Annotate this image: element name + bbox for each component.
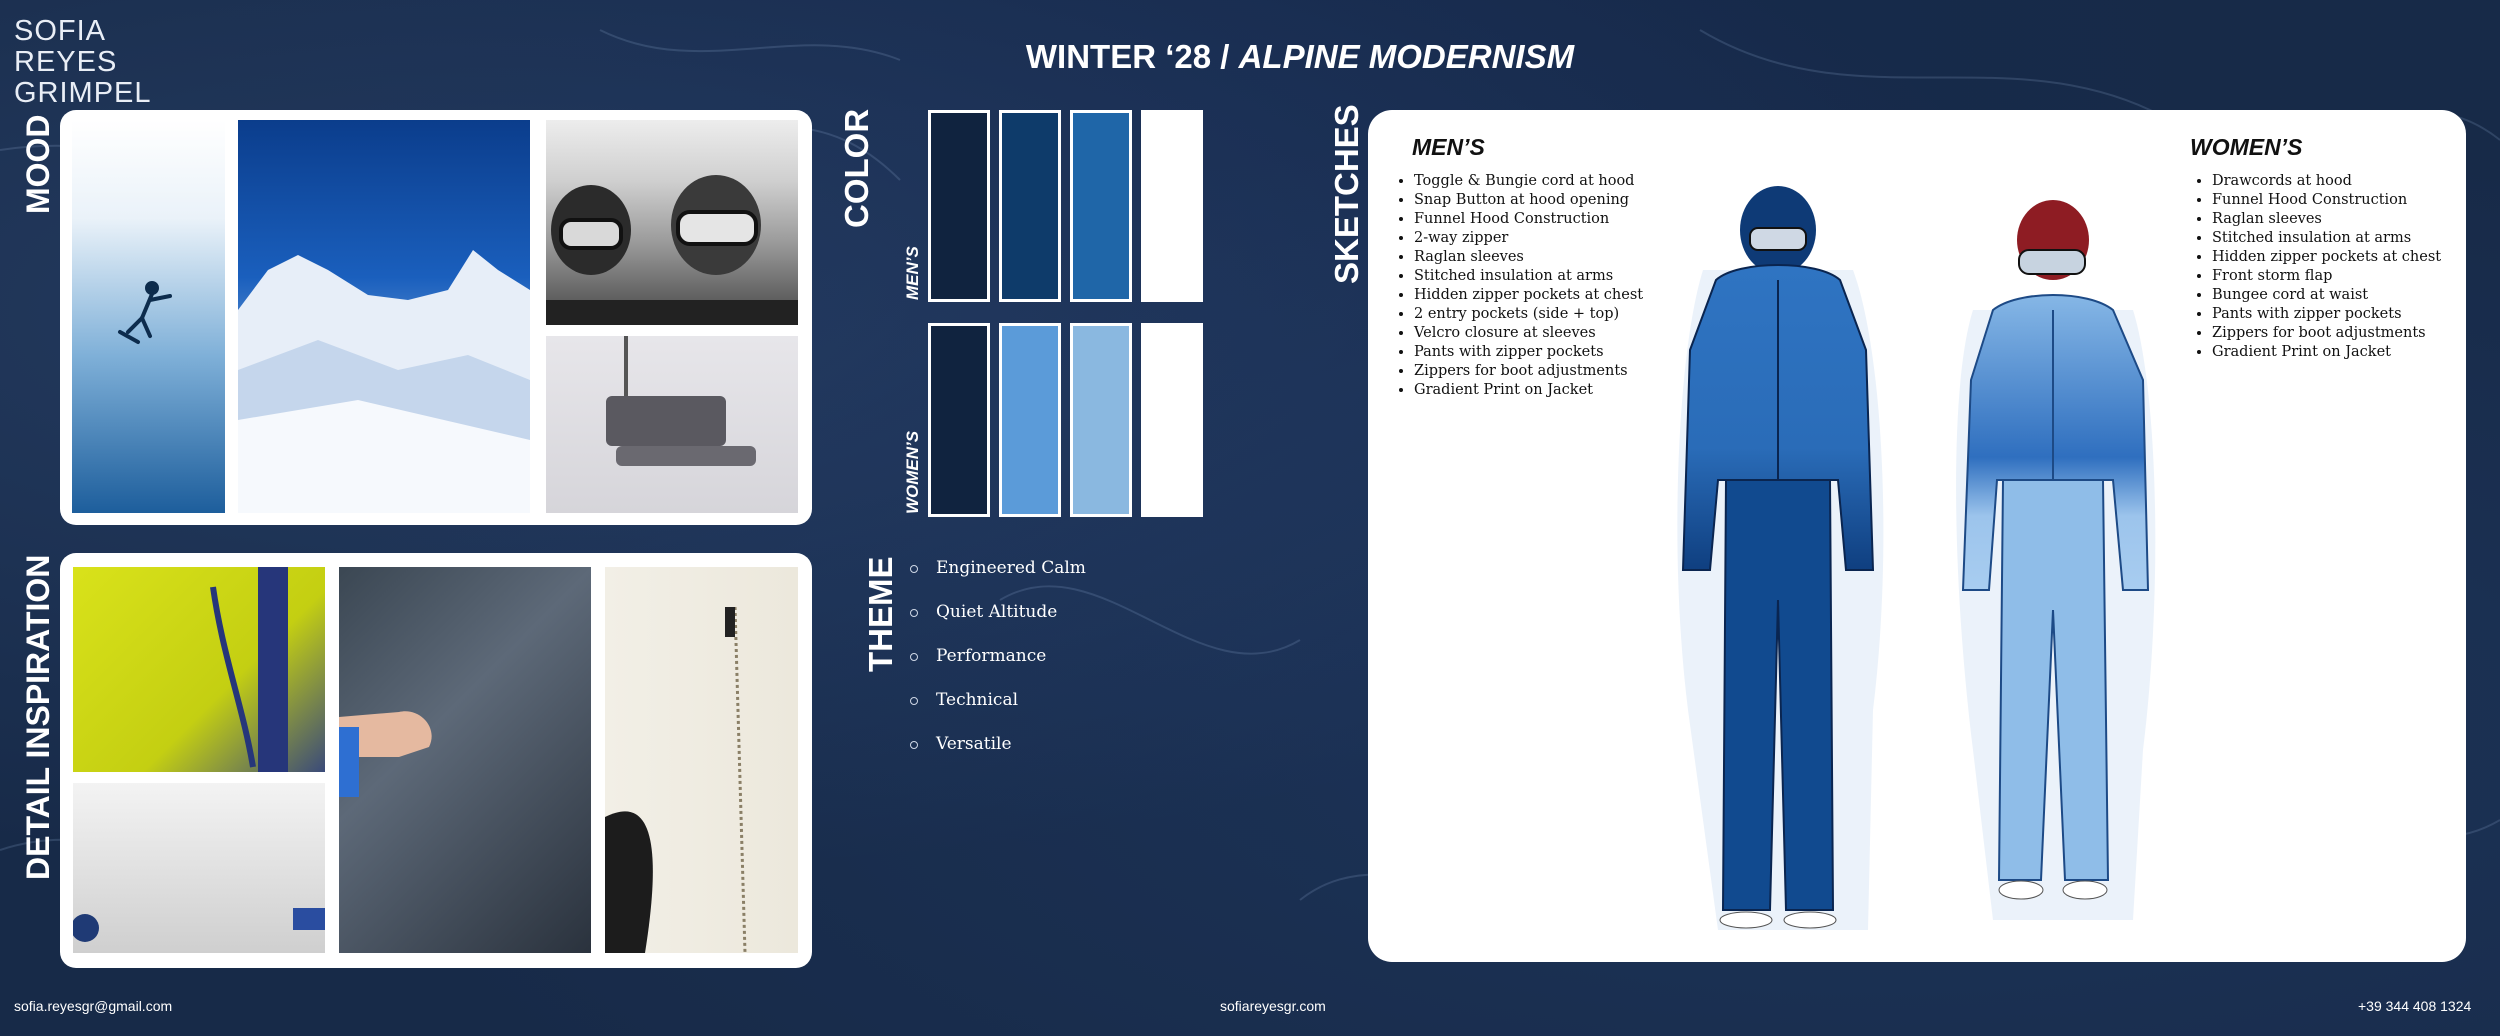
page-title xyxy=(0,38,2500,76)
sketch-mens-notes xyxy=(1392,172,1643,400)
mens-note: • Funnel Hood Construction xyxy=(1414,210,1643,229)
womens-note: • Stitched insulation at arms xyxy=(2212,229,2441,248)
mens-note: • Toggle & Bungie cord at hood xyxy=(1414,172,1643,191)
womens-note: • Hidden zipper pockets at chest xyxy=(2212,248,2441,267)
theme-bullet xyxy=(910,697,918,705)
womens-note: • Front storm flap xyxy=(2212,267,2441,286)
theme-bullet xyxy=(910,565,918,573)
mood-board-card xyxy=(60,110,812,525)
swatch-mens-2 xyxy=(999,110,1061,302)
swatch-womens-2 xyxy=(999,323,1061,517)
theme-item-4: Technical xyxy=(936,690,1019,710)
mens-note: • Snap Button at hood opening xyxy=(1414,191,1643,210)
theme-bullet xyxy=(910,741,918,749)
section-label-theme: THEME xyxy=(862,556,899,672)
mood-photo-goggles xyxy=(546,120,798,325)
zipper-line xyxy=(605,567,798,953)
hand-shape xyxy=(339,567,591,953)
mood-photo-mountains xyxy=(238,120,530,513)
womens-ski-suit-sketch xyxy=(1933,190,2173,950)
swatch-womens-1 xyxy=(928,323,990,517)
section-label-sketches: SKETCHES xyxy=(1328,104,1365,284)
theme-bullet xyxy=(910,653,918,661)
womens-note: • Pants with zipper pockets xyxy=(2212,305,2441,324)
footer-phone: +39 344 408 1324 xyxy=(2358,998,2472,1014)
mens-note: • Velcro closure at sleeves xyxy=(1414,324,1643,343)
title-emphasis: ALPINE MODERNISM xyxy=(1238,38,1575,75)
detail-photo-yellow-jacket xyxy=(73,567,325,772)
womens-note: • Raglan sleeves xyxy=(2212,210,2441,229)
theme-item-2: Quiet Altitude xyxy=(936,602,1058,622)
swatch-mens-3 xyxy=(1070,110,1132,302)
color-womens-label: WOMEN’S xyxy=(903,430,922,514)
mens-note: • 2-way zipper xyxy=(1414,229,1643,248)
womens-note: • Drawcords at hood xyxy=(2212,172,2441,191)
womens-note: • Funnel Hood Construction xyxy=(2212,191,2441,210)
mens-note: • Pants with zipper pockets xyxy=(1414,343,1643,362)
theme-item-3: Performance xyxy=(936,646,1047,666)
sketch-mens-title: MEN’S xyxy=(1412,134,1485,160)
sketches-card xyxy=(1368,110,2466,962)
theme-bullet xyxy=(910,609,918,617)
mood-photo-chairlift xyxy=(546,336,798,513)
mens-ski-suit-sketch xyxy=(1658,150,1898,950)
jacket-stripe xyxy=(73,567,325,772)
mens-note: • Stitched insulation at arms xyxy=(1414,267,1643,286)
sketch-womens-notes xyxy=(2190,172,2441,362)
mountain-shape xyxy=(238,120,530,513)
mens-note: • Raglan sleeves xyxy=(1414,248,1643,267)
mens-note: • Zippers for boot adjustments xyxy=(1414,362,1643,381)
section-label-detail: DETAIL INSPIRATION xyxy=(20,554,56,880)
detail-photo-denim-jacket xyxy=(339,567,591,953)
section-label-mood: MOOD xyxy=(20,114,56,214)
detail-photo-zipper xyxy=(605,567,798,953)
skier-figure-icon xyxy=(72,120,225,513)
footer-email[interactable]: sofia.reyesgr@gmail.com xyxy=(14,998,173,1014)
theme-item-1: Engineered Calm xyxy=(936,558,1086,578)
title-main: WINTER ‘28 / xyxy=(1025,38,1239,75)
womens-note: • Gradient Print on Jacket xyxy=(2212,343,2441,362)
swatch-womens-3 xyxy=(1070,323,1132,517)
detail-inspiration-card xyxy=(60,553,812,968)
goggles-helmets xyxy=(546,120,798,325)
sketch-womens-title: WOMEN’S xyxy=(2190,134,2303,160)
detail-photo-white-jacket xyxy=(73,783,325,953)
brand-line-1: SOFIA xyxy=(14,15,107,47)
color-mens-label: MEN’S xyxy=(903,246,922,300)
theme-item-5: Versatile xyxy=(936,734,1012,754)
jacket-badge xyxy=(73,783,325,953)
womens-note: • Bungee cord at waist xyxy=(2212,286,2441,305)
chairlift-shadow xyxy=(546,336,798,513)
swatch-mens-4 xyxy=(1141,110,1203,302)
womens-note: • Zippers for boot adjustments xyxy=(2212,324,2441,343)
brand-line-3: GRIMPEL xyxy=(14,77,152,109)
footer-website[interactable]: sofiareyesgr.com xyxy=(1220,998,1326,1014)
mens-note: • Gradient Print on Jacket xyxy=(1414,381,1643,400)
mood-photo-skier xyxy=(72,120,225,513)
section-label-color: COLOR xyxy=(838,108,875,228)
mens-note: • Hidden zipper pockets at chest xyxy=(1414,286,1643,305)
swatch-womens-4 xyxy=(1141,323,1203,517)
mens-note: • 2 entry pockets (side + top) xyxy=(1414,305,1643,324)
brand-line-2: REYES xyxy=(14,46,118,78)
swatch-mens-1 xyxy=(928,110,990,302)
